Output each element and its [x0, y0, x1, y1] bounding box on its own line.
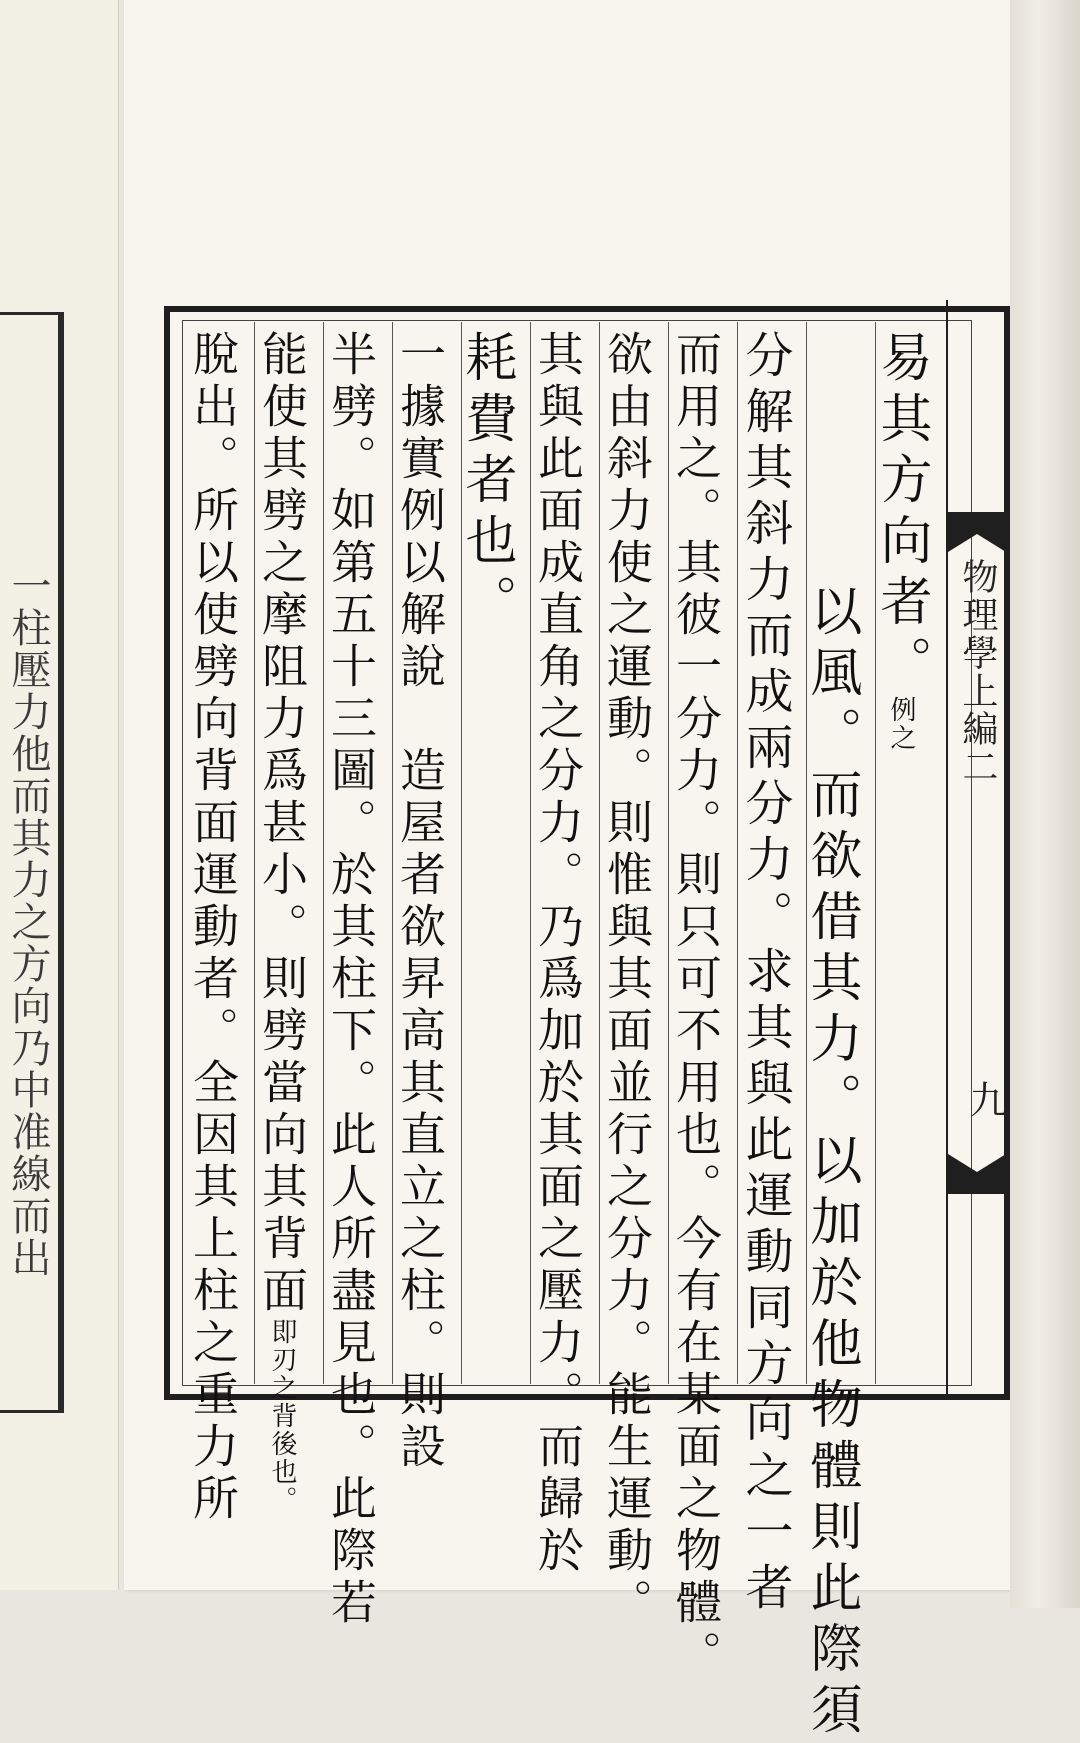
column-text: 一據實例以解說 造屋者欲昇高其直立之柱。則設: [393, 330, 447, 1474]
text-column-9: [323, 322, 393, 1630]
column-text: 耗費者也。: [456, 330, 516, 635]
text-column-4: [668, 322, 738, 1682]
text-column-3: [737, 322, 807, 1618]
text-column-10: [254, 322, 324, 1514]
main-text-block: [185, 322, 945, 1743]
left-page-frame: [0, 312, 64, 1413]
text-column-8: [392, 322, 462, 1474]
column-note: 即刃之背後也。: [267, 1318, 297, 1514]
text-column-7: [456, 322, 531, 1384]
column-text: 易其方向者。: [871, 330, 931, 696]
page-edge: [1010, 0, 1080, 1608]
column-text: 脫出。所以使劈向背面運動者。全因其上柱之重力所: [186, 330, 240, 1526]
column-text: 以風。而欲借其力。以加於他物體則此際須: [801, 584, 861, 1743]
column-text: 半劈。如第五十三圖。於其柱下。此人所盡見也。此際若: [324, 330, 378, 1630]
text-column-6: [530, 322, 600, 1578]
center-fold-column: [946, 300, 1006, 1400]
column-text: 能使其劈之摩阻力爲甚小。則劈當向其背面: [255, 330, 309, 1318]
column-text: 其與此面成直角之分力。乃爲加於其面之壓力。而歸於: [531, 330, 585, 1578]
column-text: 分解其斜力而成兩分力。求其與此運動同方向之一者: [737, 330, 793, 1618]
fish-tail-bottom-mark: [948, 1154, 1006, 1194]
column-text: 欲由斜力使之運動。則惟與其面並行之分力。能生運動。: [600, 330, 654, 1630]
running-title: 物理學上編二: [957, 558, 998, 786]
left-page-column: 一柱壓力他而其力之方向乃中准線而出: [5, 565, 51, 1279]
text-column-5: [599, 322, 669, 1630]
fish-tail-top-mark: [948, 512, 1006, 552]
folio-number: 九: [963, 1080, 1007, 1118]
column-note: 例之: [886, 696, 916, 752]
left-page: [0, 0, 119, 1590]
text-column-2: [801, 322, 876, 1743]
text-column-1: [871, 322, 945, 1384]
text-column-11: [185, 322, 255, 1526]
column-text: 而用之。其彼一分力。則只可不用也。今有在某面之物體。: [669, 330, 723, 1682]
